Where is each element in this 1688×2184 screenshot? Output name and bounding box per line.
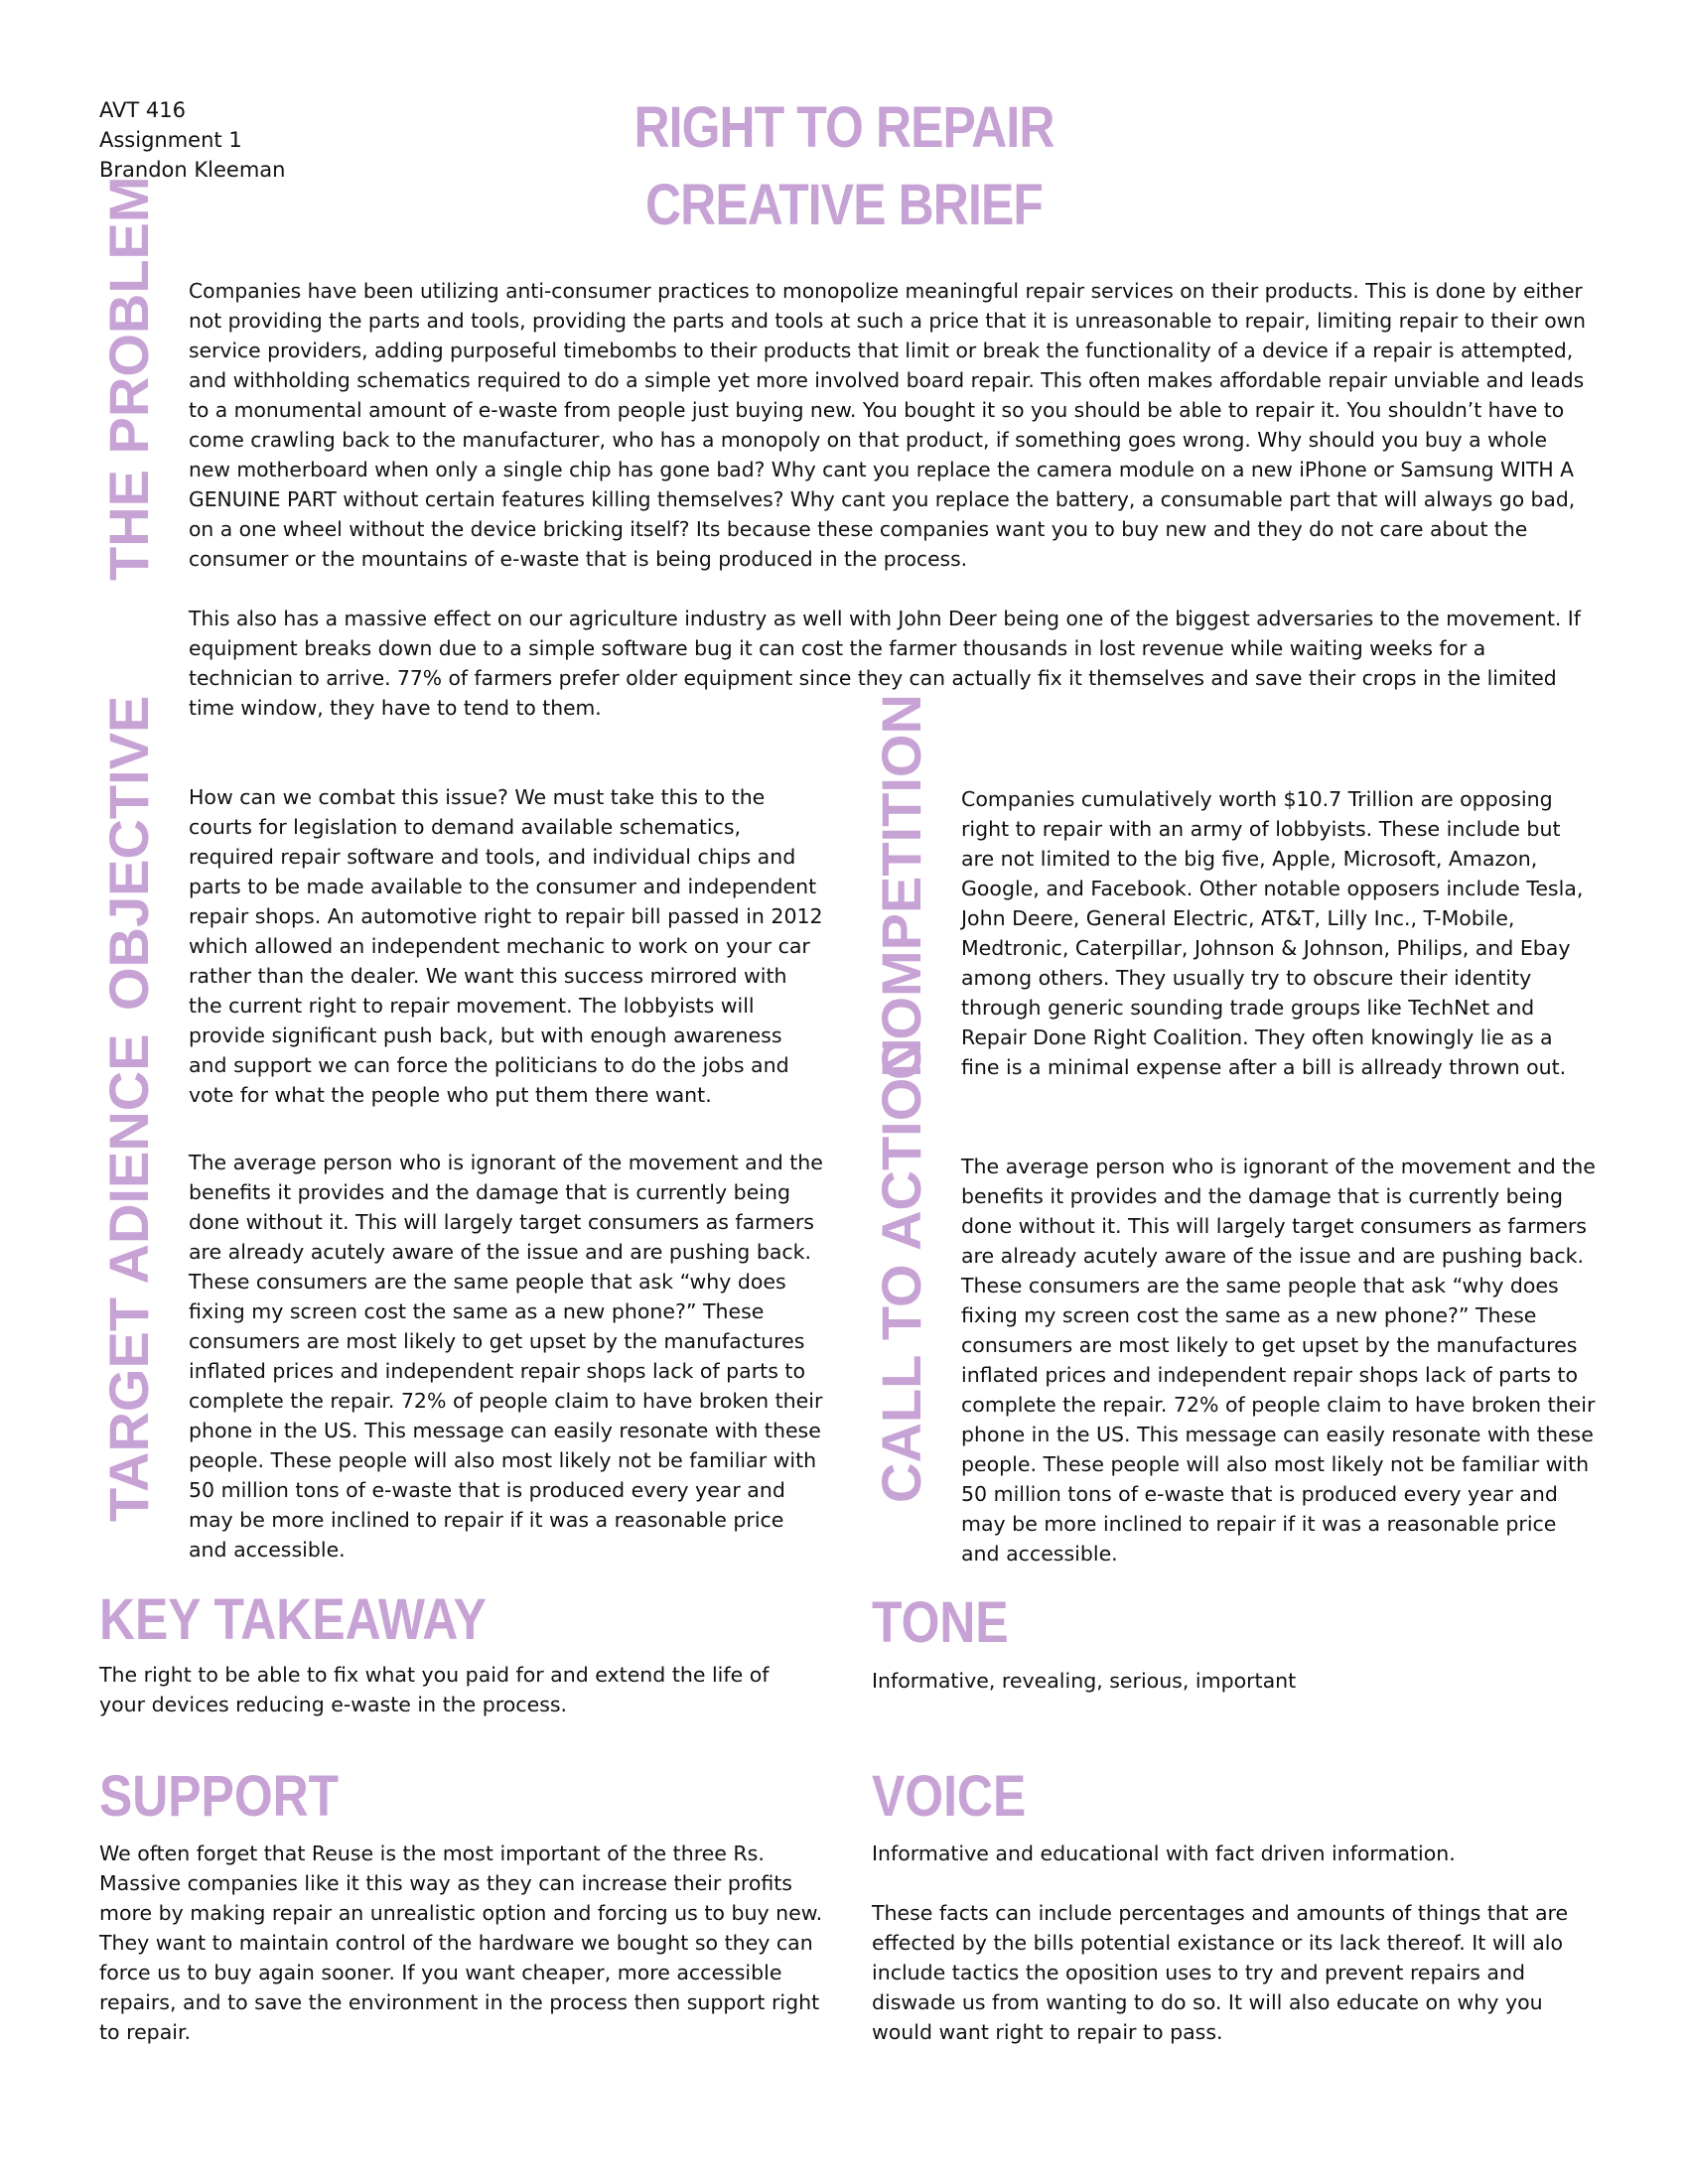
objective-text: How can we combat this issue? We must take this to the courts for legislation to demand available schematics, required repair software and tools, and individual chips and parts to be made available to the consumer and independent repair shops. An automotive right to repair bill passed in 2012 which allowed an independent mechanic to work on your car rather than the dealer. We want this success mirrored with the current right to repair movement. The lobbyists will provide significant push back, but with enough awareness and support we can force the politicians to do the jobs and vote for what the people who put them there want. <box>189 785 823 1107</box>
voice-section <box>872 1839 1607 2047</box>
objective-heading: OBJECTIVE <box>97 695 160 1011</box>
target-audience-heading: TARGET ADIENCE <box>97 1033 160 1522</box>
competition-text: Companies cumulatively worth $10.7 Trillion are opposing right to repair with an army of lobbyists. These include but are not limited to the big five, Apple, Microsoft, Amazon, Google, and Facebook. Other notable opposers include Tesla, John Deere, General Electric, AT&T, Lilly Inc., T-Mobile, Medtronic, Caterpillar, Johnson & Johnson, Philips, and Ebay among others. They usually try to obscure their identity through generic sounding trade groups like TechNet and Repair Done Right Coalition. They often knowingly lie as a fine is a minimal expense after a bill is allready thrown out. <box>961 787 1584 1079</box>
author-name: Brandon Kleeman <box>99 158 286 182</box>
call-to-action-heading: CALL TO ACTION <box>870 1037 932 1503</box>
course-code: AVT 416 <box>99 98 186 122</box>
page-title-line1: RIGHT TO REPAIR <box>633 95 1055 160</box>
document-meta <box>99 95 285 185</box>
tone-text: Informative, revealing, serious, important <box>872 1669 1297 1693</box>
target-audience-text: The average person who is ignorant of the movement and the benefits it provides and the damage that is currently being done without it. This will largely target consumers as farmers are already acutely aware of the issue and are pushing back. These consumers are the same people that ask “why does fixing my screen cost the same as a new phone?” These consumers are most likely to get upset by the manufactures inflated prices and independent repair shops lack of parts to complete the repair. 72% of people claim to have broken their phone in the US. This message can easily resonate with these people. These people will also most likely not be familiar with 50 million tons of e-waste that is produced every year and may be more inclined to repair if it was a reasonable price and accessible. <box>189 1151 823 1562</box>
key-takeaway-text: The right to be able to fix what you paid for and extend the life of your devices reducing e-waste in the process. <box>99 1663 770 1716</box>
tone-heading: TONE <box>872 1590 1009 1655</box>
key-takeaway-heading: KEY TAKEAWAY <box>99 1587 487 1652</box>
call-to-action-text: The average person who is ignorant of the movement and the benefits it provides and the damage that is currently being done without it. This will largely target consumers as farmers are already acutely aware of the issue and are pushing back. These consumers are the same people that ask “why does fixing my screen cost the same as a new phone?” These consumers are most likely to get upset by the manufactures inflated prices and independent repair shops lack of parts to complete the repair. 72% of people claim to have broken their phone in the US. This message can easily resonate with these people. These people will also most likely not be familiar with 50 million tons of e-waste that is produced every year and may be more inclined to repair if it was a reasonable price and accessible. <box>961 1155 1596 1566</box>
problem-heading: THE PROBLEM <box>97 176 160 581</box>
problem-section <box>189 276 1594 723</box>
problem-paragraph-1: Companies have been utilizing anti-consumer practices to monopolize meaningful repair services on their products. This is done by either not providing the parts and tools, providing the parts and tools at such a price that it is unreasonable to repair, limiting repair to their own service providers, adding purposeful timebombs to their products that limit or break the functionality of a device if a repair is attempted, and withholding schematics required to do a simple yet more involved board repair. This often makes affordable repair unviable and leads to a monumental amount of e-waste from people just buying new. You bought it so you should be able to repair it. You shouldn’t have to come crawling back to the manufacturer, who has a monopoly on that product, if something goes wrong. Why should you buy a whole new motherboard when only a single chip has gone bad? Why cant you replace the camera module on a new iPhone or Samsung WITH A GENUINE PART without certain features killing themselves? Why cant you replace the battery, a consumable part that will always go bad, on a one wheel without the device bricking itself? Its because these companies want you to buy new and they do not care about the consumer or the mountains of e-waste that is being produced in the process. <box>189 279 1587 571</box>
problem-paragraph-2: This also has a massive effect on our agriculture industry as well with John Deer being one of the biggest adversaries to the movement. If equipment breaks down due to a simple software bug it can cost the farmer thousands in lost revenue while waiting weeks for a technician to arrive. 77% of farmers prefer older equipment since they can actually fix it themselves and save their crops in the limited time window, they have to tend to them. <box>189 607 1581 720</box>
support-text: We often forget that Reuse is the most important of the three Rs. Massive companies like it this way as they can increase their profits more by making repair an unrealistic option and forcing us to buy new. They want to maintain control of the hardware we bought so they can force us to buy again sooner. If you want cheaper, more accessible repairs, and to save the environment in the process then support right to repair. <box>99 1842 823 2044</box>
page-title-line2: CREATIVE BRIEF <box>645 173 1043 237</box>
voice-paragraph-1: Informative and educational with fact driven information. <box>872 1842 1456 1865</box>
competition-heading: COMPETITION <box>870 694 932 1080</box>
voice-paragraph-2: These facts can include percentages and amounts of things that are effected by the bills potential existance or its lack thereof. It will alo include tactics the oposition uses to try and prevent repairs and diswade us from wanting to do so. It will also educate on why you would want right to repair to pass. <box>872 1901 1569 2044</box>
voice-heading: VOICE <box>872 1764 1027 1829</box>
support-heading: SUPPORT <box>99 1764 340 1829</box>
assignment-label: Assignment 1 <box>99 128 242 152</box>
